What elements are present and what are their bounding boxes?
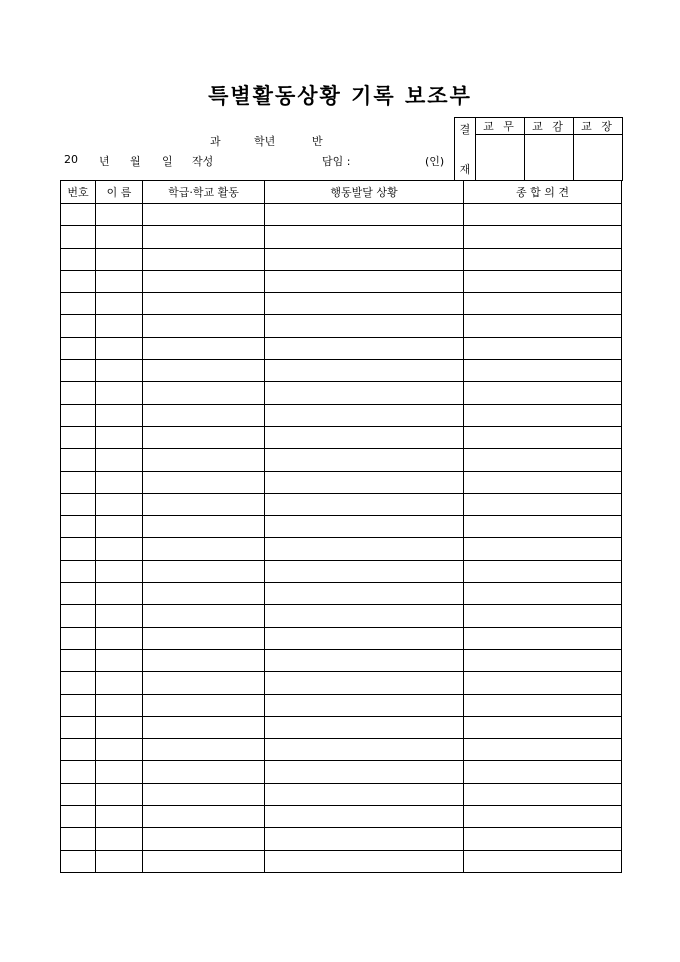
- table-cell[interactable]: [143, 627, 265, 649]
- approval-head-vice-principal: 교 감: [525, 118, 574, 135]
- table-cell[interactable]: [143, 850, 265, 872]
- table-cell[interactable]: [61, 716, 96, 738]
- table-cell[interactable]: [265, 672, 464, 694]
- table-body: [61, 204, 622, 873]
- table-cell[interactable]: [61, 337, 96, 359]
- table-cell[interactable]: [96, 337, 143, 359]
- table-cell[interactable]: [96, 739, 143, 761]
- table-row: [61, 426, 622, 448]
- table-cell[interactable]: [265, 850, 464, 872]
- table-row: [61, 382, 622, 404]
- table-cell[interactable]: [143, 337, 265, 359]
- table-cell[interactable]: [96, 493, 143, 515]
- year-prefix: 20: [64, 153, 78, 166]
- table-cell[interactable]: [61, 850, 96, 872]
- table-cell[interactable]: [96, 560, 143, 582]
- approval-box: [454, 117, 623, 181]
- table-row: [61, 583, 622, 605]
- table-row: [61, 605, 622, 627]
- table-cell[interactable]: [61, 226, 96, 248]
- table-cell[interactable]: [61, 806, 96, 828]
- table-cell[interactable]: [265, 337, 464, 359]
- table-cell[interactable]: [96, 850, 143, 872]
- table-cell[interactable]: [61, 694, 96, 716]
- table-cell[interactable]: [96, 538, 143, 560]
- record-table: [60, 180, 622, 873]
- table-row: [61, 850, 622, 872]
- table-cell[interactable]: [143, 404, 265, 426]
- table-cell[interactable]: [265, 694, 464, 716]
- table-cell[interactable]: [143, 382, 265, 404]
- table-cell[interactable]: [464, 426, 622, 448]
- col-header-behavior: 행동발달 상황: [265, 181, 464, 204]
- table-cell[interactable]: [143, 471, 265, 493]
- table-cell[interactable]: [143, 761, 265, 783]
- table-cell[interactable]: [61, 449, 96, 471]
- table-cell[interactable]: [143, 204, 265, 226]
- table-row: [61, 560, 622, 582]
- table-cell[interactable]: [61, 426, 96, 448]
- table-cell[interactable]: [61, 493, 96, 515]
- col-header-activity: 학급·학교 활동: [143, 181, 265, 204]
- table-cell[interactable]: [143, 560, 265, 582]
- table-row: [61, 538, 622, 560]
- table-cell[interactable]: [143, 694, 265, 716]
- approval-head-principal: 교 장: [574, 118, 623, 135]
- table-cell[interactable]: [464, 694, 622, 716]
- col-header-number: 번호: [61, 181, 96, 204]
- table-cell[interactable]: [96, 672, 143, 694]
- table-cell[interactable]: [265, 739, 464, 761]
- dept-suffix: 과: [210, 135, 221, 148]
- table-cell[interactable]: [464, 337, 622, 359]
- table-cell[interactable]: [464, 315, 622, 337]
- table-cell[interactable]: [464, 404, 622, 426]
- approval-side: [455, 118, 476, 181]
- table-row: [61, 828, 622, 850]
- table-cell[interactable]: [464, 783, 622, 805]
- table-cell[interactable]: [96, 694, 143, 716]
- seal-label: (인): [425, 155, 445, 168]
- table-cell[interactable]: [265, 493, 464, 515]
- table-row: [61, 293, 622, 315]
- table-row: [61, 226, 622, 248]
- table-cell[interactable]: [464, 293, 622, 315]
- grade-suffix: 학년: [254, 135, 276, 148]
- table-cell[interactable]: [61, 828, 96, 850]
- table-row: [61, 471, 622, 493]
- table-cell[interactable]: [265, 783, 464, 805]
- table-cell[interactable]: [464, 270, 622, 292]
- table-cell[interactable]: [464, 672, 622, 694]
- table-cell[interactable]: [61, 783, 96, 805]
- table-cell[interactable]: [143, 583, 265, 605]
- table-cell[interactable]: [61, 739, 96, 761]
- year-suffix: 년: [99, 155, 110, 168]
- table-row: [61, 493, 622, 515]
- table-cell[interactable]: [464, 649, 622, 671]
- table-cell[interactable]: [143, 293, 265, 315]
- table-cell[interactable]: [96, 828, 143, 850]
- table-cell[interactable]: [265, 583, 464, 605]
- day-suffix: 일: [162, 155, 173, 168]
- table-row: [61, 270, 622, 292]
- teacher-label: 담임 :: [322, 155, 351, 168]
- table-cell[interactable]: [61, 360, 96, 382]
- table-cell[interactable]: [464, 583, 622, 605]
- table-cell[interactable]: [265, 360, 464, 382]
- table-cell[interactable]: [265, 226, 464, 248]
- table-cell[interactable]: [143, 315, 265, 337]
- table-cell[interactable]: [143, 516, 265, 538]
- approval-sign-principal[interactable]: [574, 135, 623, 181]
- table-cell[interactable]: [96, 248, 143, 270]
- written-label: 작성: [192, 155, 214, 168]
- table-cell[interactable]: [96, 360, 143, 382]
- table-cell[interactable]: [61, 293, 96, 315]
- table-row: [61, 360, 622, 382]
- col-header-opinion: 종 합 의 견: [464, 181, 622, 204]
- col-header-name: 이 름: [96, 181, 143, 204]
- table-cell[interactable]: [61, 672, 96, 694]
- approval-sign-vice-principal[interactable]: [525, 135, 574, 181]
- table-cell[interactable]: [96, 315, 143, 337]
- table-cell[interactable]: [96, 226, 143, 248]
- table-cell[interactable]: [61, 761, 96, 783]
- table-cell[interactable]: [96, 649, 143, 671]
- table-cell[interactable]: [96, 404, 143, 426]
- table-row: [61, 739, 622, 761]
- table-cell[interactable]: [265, 649, 464, 671]
- table-cell[interactable]: [96, 449, 143, 471]
- table-cell[interactable]: [61, 538, 96, 560]
- table-cell[interactable]: [61, 248, 96, 270]
- table-cell[interactable]: [464, 226, 622, 248]
- month-suffix: 월: [130, 155, 141, 168]
- table-cell[interactable]: [143, 449, 265, 471]
- table-cell[interactable]: [464, 538, 622, 560]
- table-cell[interactable]: [96, 293, 143, 315]
- table-cell[interactable]: [143, 493, 265, 515]
- table-header-row: [61, 181, 622, 204]
- table-cell[interactable]: [143, 828, 265, 850]
- table-cell[interactable]: [61, 560, 96, 582]
- table-cell[interactable]: [464, 560, 622, 582]
- table-cell[interactable]: [464, 605, 622, 627]
- table-cell[interactable]: [61, 605, 96, 627]
- table-cell[interactable]: [61, 204, 96, 226]
- table-cell[interactable]: [96, 426, 143, 448]
- class-suffix: 반: [312, 135, 323, 148]
- table-cell[interactable]: [96, 806, 143, 828]
- table-cell[interactable]: [265, 538, 464, 560]
- approval-side-top: 결: [459, 123, 471, 136]
- table-cell[interactable]: [96, 204, 143, 226]
- table-cell[interactable]: [464, 248, 622, 270]
- table-cell[interactable]: [265, 605, 464, 627]
- table-cell[interactable]: [265, 627, 464, 649]
- page-title: 특별활동상황 기록 보조부: [208, 83, 472, 108]
- table-cell[interactable]: [96, 516, 143, 538]
- table-cell[interactable]: [143, 716, 265, 738]
- table-cell[interactable]: [464, 471, 622, 493]
- table-cell[interactable]: [464, 360, 622, 382]
- table-row: [61, 315, 622, 337]
- approval-side-bottom: 재: [459, 163, 471, 176]
- table-cell[interactable]: [143, 605, 265, 627]
- table-cell[interactable]: [265, 560, 464, 582]
- table-cell[interactable]: [61, 270, 96, 292]
- table-cell[interactable]: [143, 649, 265, 671]
- table-row: [61, 337, 622, 359]
- table-cell[interactable]: [61, 627, 96, 649]
- table-cell[interactable]: [265, 404, 464, 426]
- table-row: [61, 627, 622, 649]
- table-row: [61, 694, 622, 716]
- table-cell[interactable]: [265, 270, 464, 292]
- table-cell[interactable]: [464, 761, 622, 783]
- table-cell[interactable]: [265, 382, 464, 404]
- table-cell[interactable]: [96, 270, 143, 292]
- table-row: [61, 404, 622, 426]
- table-cell[interactable]: [265, 471, 464, 493]
- table-cell[interactable]: [464, 382, 622, 404]
- table-cell[interactable]: [464, 806, 622, 828]
- table-cell[interactable]: [61, 516, 96, 538]
- table-cell[interactable]: [61, 649, 96, 671]
- table-row: [61, 248, 622, 270]
- table-cell[interactable]: [143, 270, 265, 292]
- table-cell[interactable]: [265, 293, 464, 315]
- table-cell[interactable]: [96, 783, 143, 805]
- table-cell[interactable]: [143, 739, 265, 761]
- table-cell[interactable]: [265, 806, 464, 828]
- table-cell[interactable]: [143, 806, 265, 828]
- table-cell[interactable]: [143, 248, 265, 270]
- table-cell[interactable]: [61, 382, 96, 404]
- table-cell[interactable]: [265, 716, 464, 738]
- table-cell[interactable]: [61, 404, 96, 426]
- table-cell[interactable]: [96, 716, 143, 738]
- table-row: [61, 761, 622, 783]
- table-cell[interactable]: [96, 627, 143, 649]
- table-cell[interactable]: [265, 248, 464, 270]
- table-cell[interactable]: [96, 382, 143, 404]
- table-cell[interactable]: [265, 204, 464, 226]
- table-cell[interactable]: [464, 516, 622, 538]
- table-cell[interactable]: [61, 583, 96, 605]
- table-cell[interactable]: [265, 516, 464, 538]
- table-cell[interactable]: [464, 850, 622, 872]
- table-cell[interactable]: [143, 538, 265, 560]
- table-cell[interactable]: [265, 315, 464, 337]
- table-cell[interactable]: [96, 605, 143, 627]
- table-cell[interactable]: [464, 627, 622, 649]
- table-row: [61, 649, 622, 671]
- table-row: [61, 516, 622, 538]
- table-cell[interactable]: [143, 426, 265, 448]
- table-row: [61, 672, 622, 694]
- table-cell[interactable]: [464, 828, 622, 850]
- table-row: [61, 783, 622, 805]
- table-cell[interactable]: [265, 426, 464, 448]
- table-cell[interactable]: [265, 449, 464, 471]
- table-cell[interactable]: [61, 471, 96, 493]
- table-cell[interactable]: [464, 449, 622, 471]
- table-cell[interactable]: [265, 761, 464, 783]
- table-cell[interactable]: [464, 204, 622, 226]
- table-cell[interactable]: [61, 315, 96, 337]
- table-cell[interactable]: [96, 471, 143, 493]
- table-row: [61, 806, 622, 828]
- table-cell[interactable]: [464, 493, 622, 515]
- table-cell[interactable]: [143, 360, 265, 382]
- table-cell[interactable]: [96, 761, 143, 783]
- table-row: [61, 204, 622, 226]
- table-row: [61, 449, 622, 471]
- approval-head-academic: 교 무: [476, 118, 525, 135]
- table-cell[interactable]: [464, 716, 622, 738]
- table-cell[interactable]: [143, 672, 265, 694]
- approval-sign-academic[interactable]: [476, 135, 525, 181]
- table-cell[interactable]: [143, 783, 265, 805]
- table-cell[interactable]: [265, 828, 464, 850]
- table-row: [61, 716, 622, 738]
- table-cell[interactable]: [464, 739, 622, 761]
- table-cell[interactable]: [143, 226, 265, 248]
- table-cell[interactable]: [96, 583, 143, 605]
